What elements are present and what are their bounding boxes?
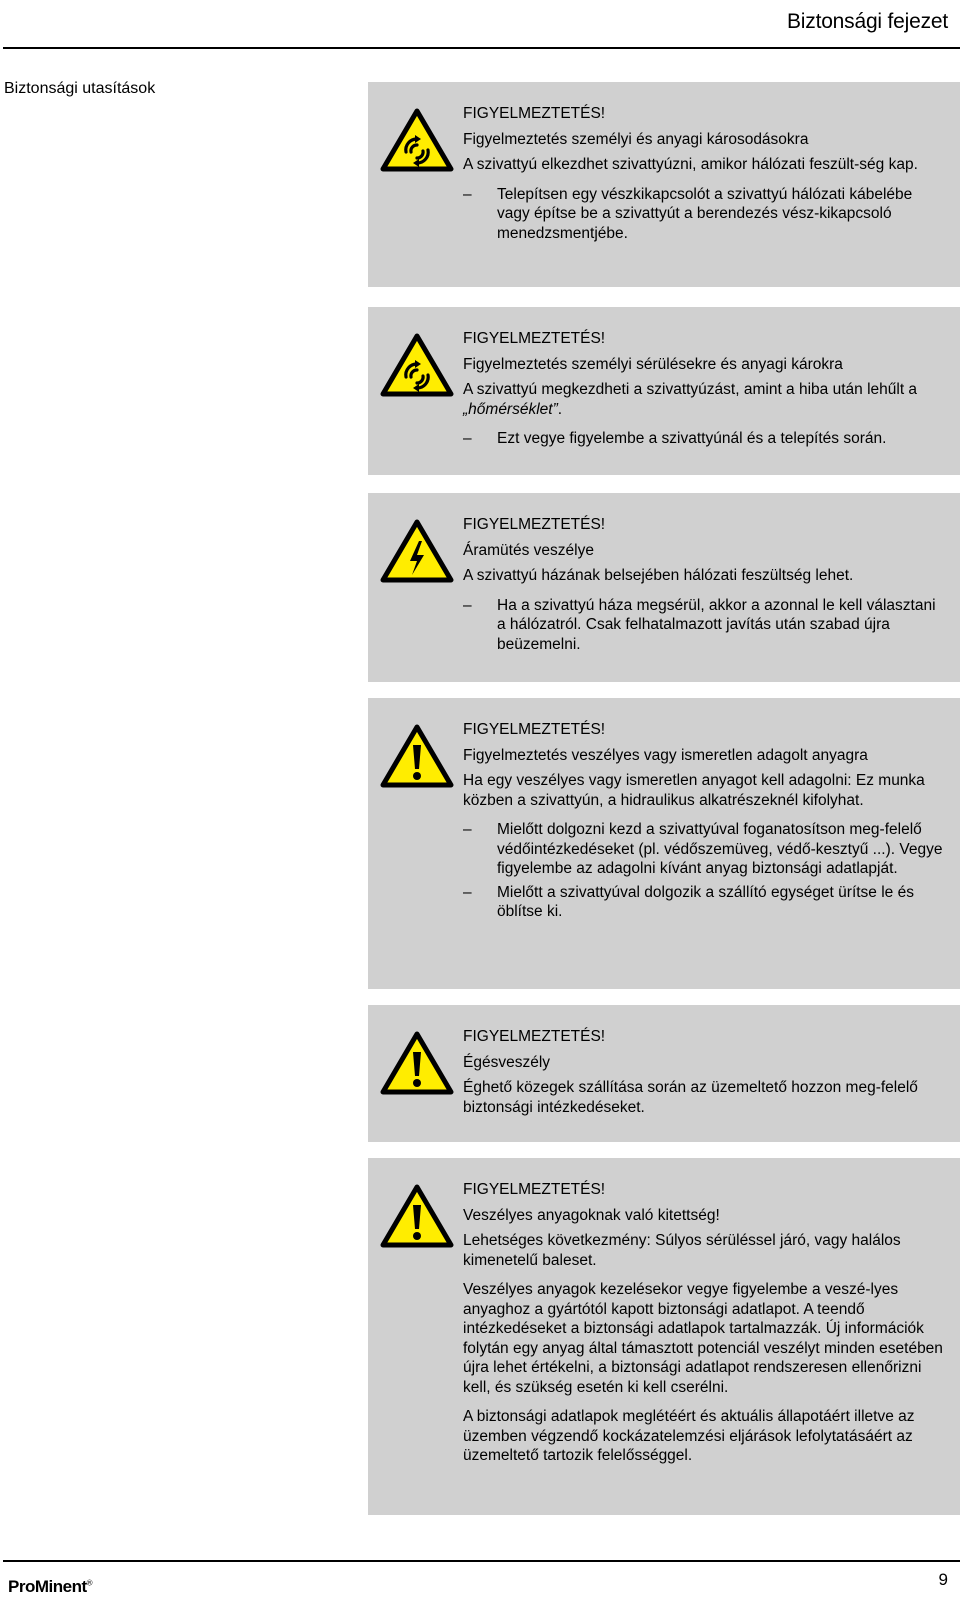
page-number: 9 (938, 1570, 948, 1589)
signal-word: FIGYELMEZTETÉS! (463, 1028, 606, 1045)
logo-pro: Pro (8, 1577, 35, 1596)
instruction-text: Ha a szivattyú háza megsérül, akkor a azonnal le kell választani a hálózatról. Csak felhatalmazott javítás után szabad újra beüzemelni. (497, 596, 936, 653)
dash-marker: – (463, 430, 472, 447)
footer-rule (3, 1560, 960, 1562)
section-title: Biztonsági utasítások (4, 80, 156, 97)
warning-text: A szivattyú elkezdhet szivattyúzni, amikor hálózati feszült-ség kap. (463, 156, 918, 173)
instruction-text: Mielőtt a szivattyúval dolgozik a szállító egységet ürítse le és öblítse ki. (497, 883, 914, 920)
warning-box-6 (368, 1158, 960, 1515)
keyword-temperature: „hőmérséklet” (463, 400, 558, 418)
signal-word: FIGYELMEZTETÉS! (463, 330, 606, 347)
exclamation-warning-icon (380, 1031, 454, 1095)
warning-heading: Figyelmeztetés személyi és anyagi károsodásokra (463, 130, 809, 148)
instruction-item (463, 883, 946, 922)
warning-box-1 (368, 82, 960, 287)
instruction-text: Mielőtt dolgozni kezd a szivattyúval foganatosítson meg-felelő védőintézkedéseket (pl. védőszemüveg, védő-kesztyű ...). Vegye figyelembe az adagolni kívánt anyag biztonsági adatlapját. (497, 821, 943, 877)
dash-marker: – (463, 596, 472, 614)
warning-text: Ha egy veszélyes vagy ismeretlen anyagot kell adagolni: Ez munka közben a szivattyún, a hidraulikus alkatrészeknél kifolyhat. (463, 772, 925, 809)
warning-heading: Veszélyes anyagoknak való kitettség! (463, 1206, 720, 1224)
warning-text: Veszélyes anyagok kezelésekor vegye figyelembe a veszé-lyes anyaghoz a gyártótól kapott biztonsági adatlapot. A teendő intézkedéseket a biztonsági adatlapok tartalmazzák. Új információk folytán egy anyag által támasztott potenciál veszélyt minden esetében újra lehet értékelni, a biztonsági adatlapot rendszeresen ellenőrizni kell, és szükség esetén ki kell cserélni. (463, 1281, 943, 1396)
instruction-text: Telepítsen egy vészkikapcsolót a szivattyú hálózati kábelébe vagy építse be a szivattyút a berendezés vész-kikapcsoló menedzsmentjébe. (497, 185, 913, 242)
dash-marker: – (463, 185, 472, 203)
prominent-logo (8, 1577, 92, 1597)
registered-mark: ® (86, 1578, 93, 1588)
signal-word: FIGYELMEZTETÉS! (463, 105, 606, 122)
warning-text: Éghető közegek szállítása során az üzemeltető hozzon meg-felelő biztonsági intézkedéseket. (463, 1079, 918, 1116)
dash-marker: – (463, 883, 472, 901)
header-rule (3, 47, 960, 49)
exclamation-warning-icon (380, 1184, 454, 1248)
warning-heading: Figyelmeztetés veszélyes vagy ismeretlen adagolt anyagra (463, 746, 868, 764)
signal-word: FIGYELMEZTETÉS! (463, 721, 606, 738)
text-after-keyword: . (557, 400, 563, 418)
dash-marker: – (463, 821, 472, 838)
warning-text (463, 380, 946, 419)
warning-box-4 (368, 698, 960, 989)
warning-heading: Figyelmeztetés személyi sérülésekre és anyagi károkra (463, 355, 843, 373)
exclamation-warning-icon (380, 724, 454, 788)
instruction-item (463, 820, 946, 879)
instruction-item (463, 185, 946, 244)
warning-box-3 (368, 493, 960, 682)
signal-word: FIGYELMEZTETÉS! (463, 1181, 606, 1198)
signal-word: FIGYELMEZTETÉS! (463, 516, 606, 533)
automatic-start-warning-icon (380, 333, 454, 397)
text-before-keyword: A szivattyú megkezdheti a szivattyúzást, amint a hiba után lehűlt a (463, 381, 918, 398)
instruction-item (463, 429, 946, 449)
warning-box-2 (368, 307, 960, 475)
logo-minent: Minent (34, 1577, 87, 1596)
warning-text: A szivattyú házának belsejében hálózati feszültség lehet. (463, 567, 854, 584)
electric-shock-icon (380, 519, 454, 583)
instruction-text: Ezt vegye figyelembe a szivattyúnál és a telepítés során. (497, 430, 887, 447)
warning-text: A biztonsági adatlapok meglétéért és aktuális állapotáért illetve az üzemben végzendő kockázatelemzési eljárások lefolytatásáért az üzemeltető tartozik felelősséggel. (463, 1408, 915, 1464)
warning-box-5 (368, 1005, 960, 1142)
warning-heading: Áramütés veszélye (463, 541, 594, 559)
warning-heading: Égésveszély (463, 1053, 551, 1071)
automatic-start-warning-icon (380, 108, 454, 172)
warning-text: Lehetséges következmény: Súlyos sérüléssel járó, vagy halálos kimenetelű baleset. (463, 1232, 901, 1269)
page-header-title: Biztonsági fejezet (787, 10, 948, 33)
instruction-item (463, 596, 946, 655)
